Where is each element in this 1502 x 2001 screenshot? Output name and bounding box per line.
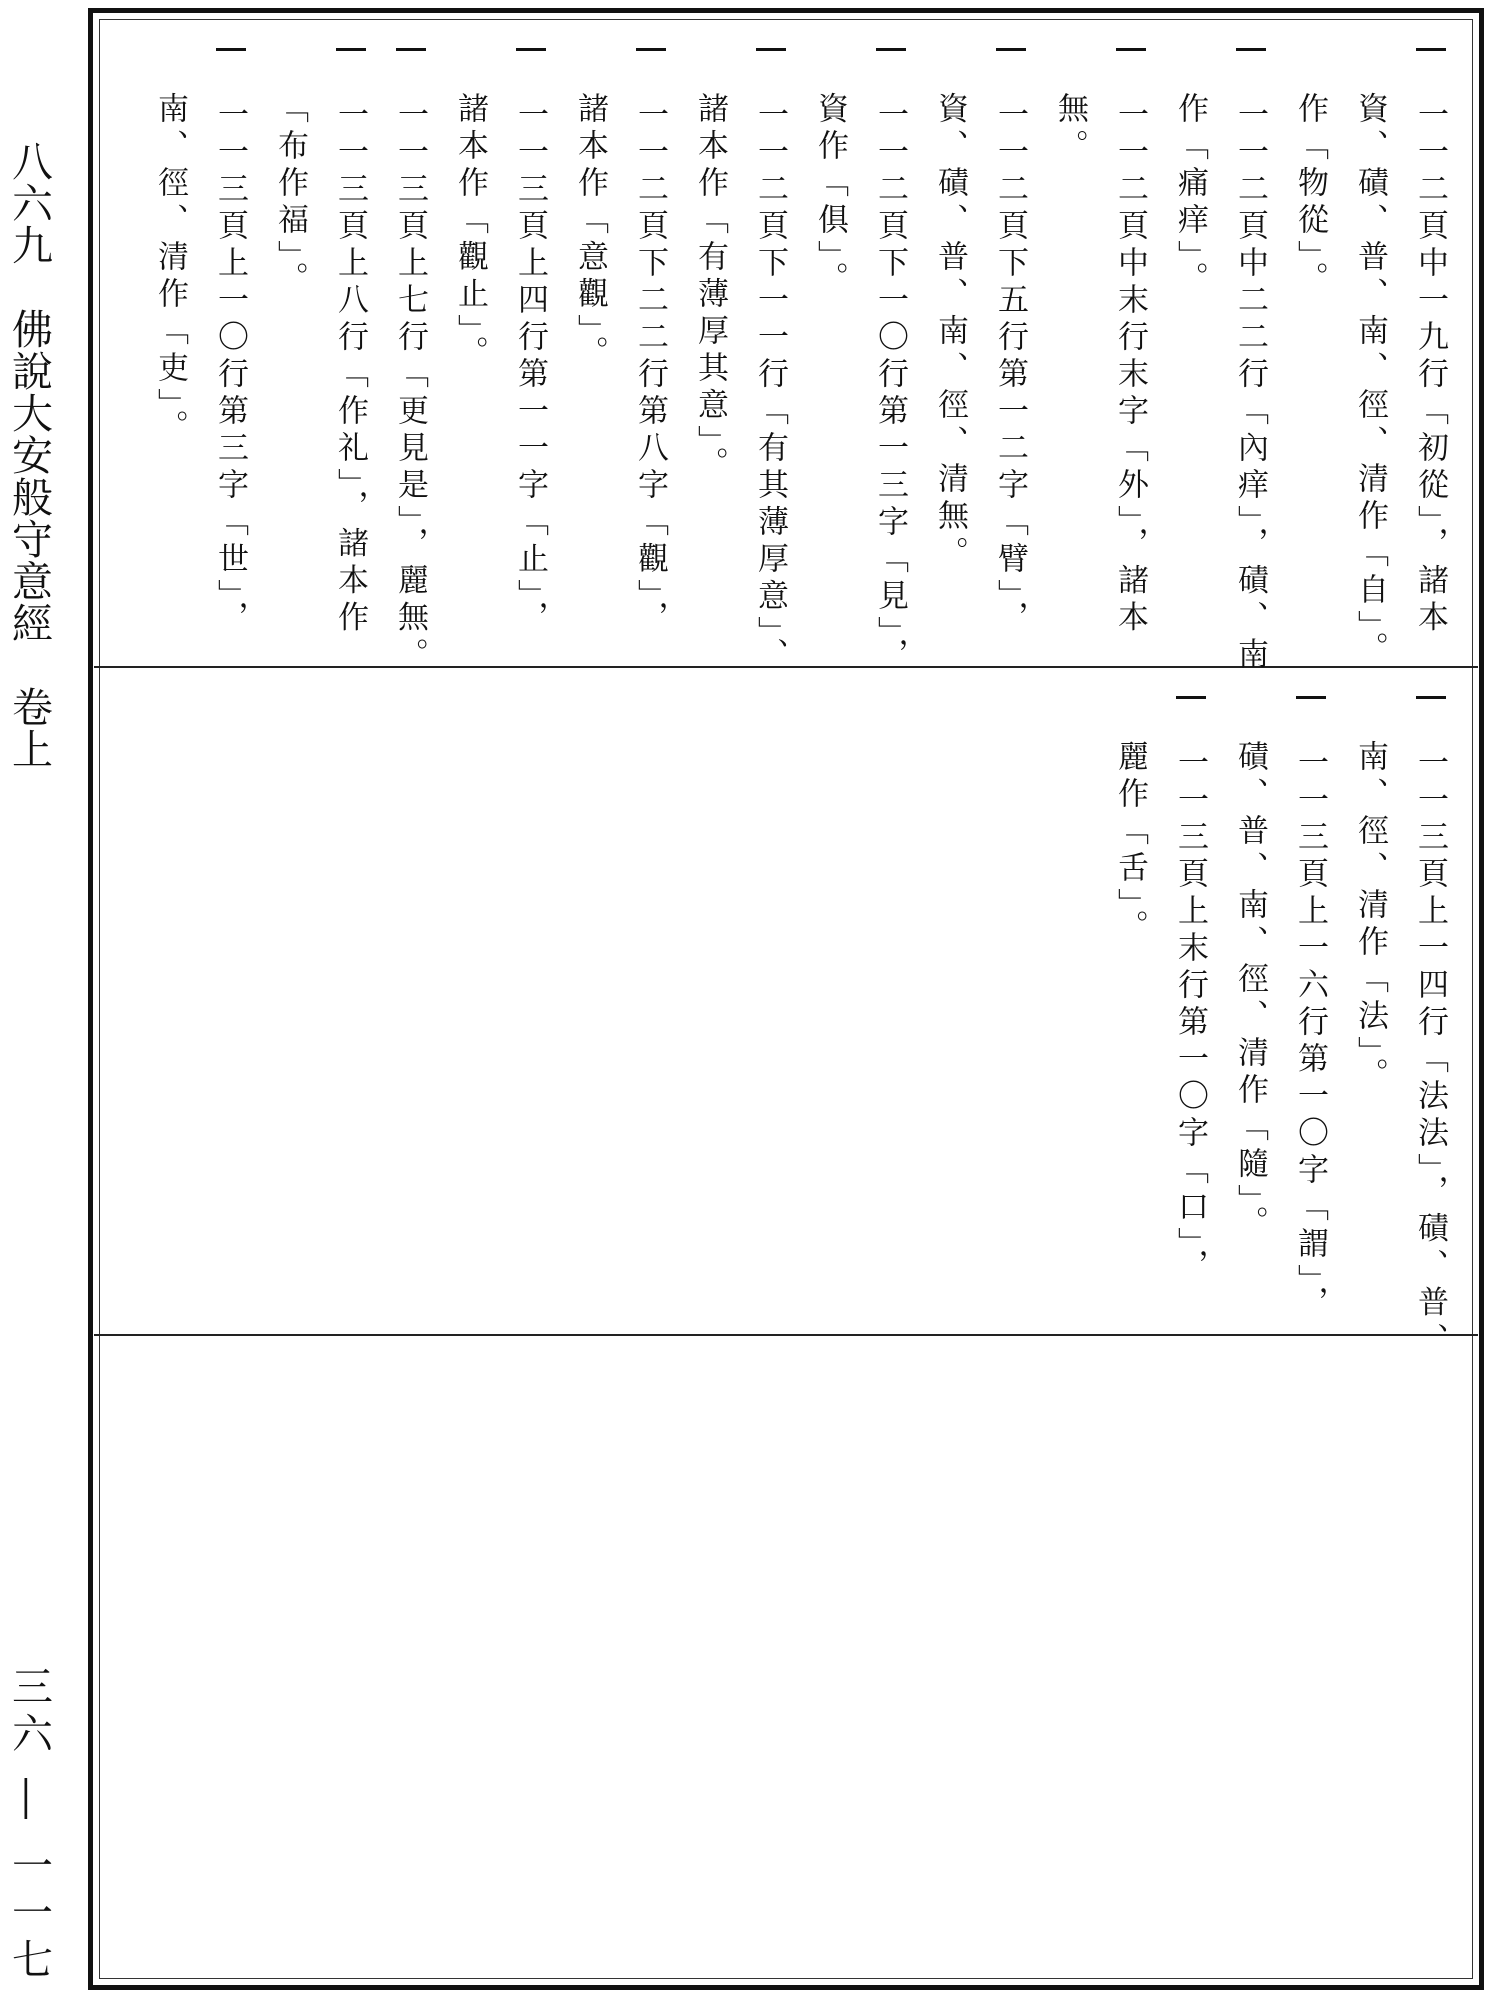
- entry-marker: [396, 48, 426, 51]
- note-column: [1102, 48, 1162, 648]
- entry-marker: [336, 48, 366, 51]
- note-column: [1222, 696, 1282, 1316]
- entry-marker: [876, 48, 906, 51]
- note-text: 一一三頁上一六行第一〇字「謂」，: [1292, 746, 1328, 1323]
- note-column: [202, 48, 262, 648]
- note-column: [682, 48, 742, 648]
- note-column: [1282, 48, 1342, 648]
- note-text: 「布作福」。: [272, 92, 308, 299]
- note-text: 南、徑、清作「吏」。: [152, 92, 188, 447]
- note-text: 一一二頁下五行第一二字「臂」，: [992, 98, 1028, 638]
- note-text: 一一二頁下二二行第八字「觀」，: [632, 98, 668, 638]
- note-column: [1102, 696, 1162, 1316]
- entry-marker: [516, 48, 546, 51]
- note-text: 無。: [1052, 92, 1088, 166]
- entry-marker: [1416, 696, 1446, 699]
- upper-panel: [142, 48, 1462, 675]
- note-column: [802, 48, 862, 648]
- note-column: [502, 48, 562, 648]
- note-text: 南、徑、清作「法」。: [1352, 740, 1388, 1095]
- note-column: [562, 48, 622, 648]
- note-column: [742, 48, 802, 675]
- note-column: [1402, 48, 1462, 648]
- entry-marker: [1296, 696, 1326, 699]
- note-text: 諸本作「意觀」。: [572, 92, 608, 373]
- page-number: 三六 ― 一一七: [5, 1665, 53, 1986]
- note-column: [442, 48, 502, 648]
- entry-marker: [1416, 48, 1446, 51]
- note-column: [1342, 696, 1402, 1316]
- entry-marker: [636, 48, 666, 51]
- note-text: 一一二頁中二二行「內痒」，磧、南: [1232, 98, 1268, 675]
- note-text: 一一二頁下一一行「有其薄厚意」、: [752, 98, 788, 675]
- note-column: [1222, 48, 1282, 675]
- note-text: 一一三頁上一〇行第三字「世」，: [212, 98, 248, 638]
- entry-marker: [1236, 48, 1266, 51]
- note-text: 資作「俱」。: [812, 92, 848, 299]
- entry-marker: [1176, 696, 1206, 699]
- note-text: 一一二頁中末行末字「外」，諸本: [1112, 98, 1148, 638]
- note-text: 資、磧、普、南、徑、清無。: [932, 92, 968, 573]
- note-text: 資、磧、普、南、徑、清作「自」。: [1352, 92, 1388, 669]
- note-text: 一一三頁上四行第一一字「止」，: [512, 98, 548, 638]
- note-text: 一一二頁中一九行「初從」，諸本: [1412, 98, 1448, 638]
- note-text: 諸本作「觀止」。: [452, 92, 488, 373]
- note-column: [1342, 48, 1402, 669]
- note-column: [262, 48, 322, 648]
- note-text: 一一三頁上一四行「法法」，磧、普、: [1412, 746, 1448, 1360]
- note-text: 一一二頁下一〇行第一三字「見」，: [872, 98, 908, 675]
- note-column: [382, 48, 442, 675]
- note-column: [1162, 48, 1222, 648]
- note-column: [1402, 696, 1462, 1360]
- note-text: 磧、普、南、徑、清作「隨」。: [1232, 740, 1268, 1243]
- note-column: [142, 48, 202, 648]
- note-column: [1282, 696, 1342, 1323]
- note-text: 諸本作「有薄厚其意」。: [692, 92, 728, 484]
- note-column: [982, 48, 1042, 648]
- entry-marker: [216, 48, 246, 51]
- note-column: [1042, 48, 1102, 648]
- note-text: 一一三頁上八行「作礼」，諸本作: [332, 98, 368, 638]
- note-text: 作「痛痒」。: [1172, 92, 1208, 299]
- note-column: [862, 48, 922, 675]
- note-column: [1162, 696, 1222, 1316]
- entry-marker: [1116, 48, 1146, 51]
- note-text: 麗作「舌」。: [1112, 740, 1148, 947]
- note-column: [322, 48, 382, 648]
- entry-marker: [996, 48, 1026, 51]
- entry-marker: [756, 48, 786, 51]
- note-column: [622, 48, 682, 648]
- note-text: 一一三頁上末行第一〇字「口」，: [1172, 746, 1208, 1286]
- panel-divider-lower: [94, 1334, 1478, 1336]
- note-text: 一一三頁上七行「更見是」，麗無。: [392, 98, 428, 675]
- middle-panel: [1102, 696, 1462, 1360]
- sutra-title: 八六九 佛說大安般守意經 卷上: [5, 140, 53, 770]
- note-text: 作「物從」。: [1292, 92, 1328, 299]
- note-column: [922, 48, 982, 648]
